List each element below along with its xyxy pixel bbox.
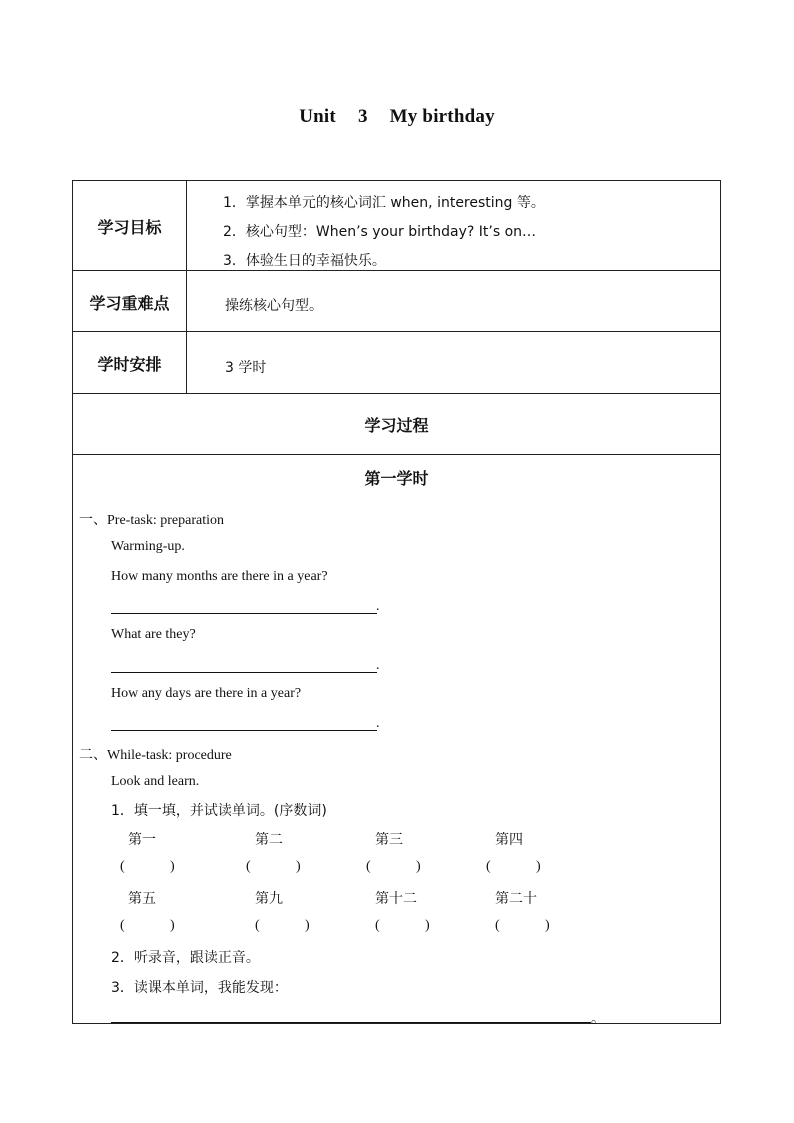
ordinal-word: 第三 [375,832,403,848]
ordinal-answer-slot[interactable] [497,876,535,877]
paren-close: ) [425,918,430,933]
ordinal-answer-slot[interactable] [377,876,415,877]
objective-item: 3．体验生日的幸福快乐。 [223,253,386,269]
blank-end: . [376,599,380,614]
ordinal-answer-slot[interactable] [266,935,304,936]
row-divider [73,270,720,271]
lesson-table [72,180,721,1027]
process-heading: 学习过程 [364,416,429,435]
objective-item: 2．核心句型：When’s your birthday? It’s on… [223,224,537,240]
key-points-label: 学习重难点 [89,294,170,313]
discovery-blank[interactable] [111,1022,591,1023]
paren-close: ) [296,859,301,874]
answer-blank[interactable] [111,730,377,731]
ordinal-answer-slot[interactable] [386,935,424,936]
ordinal-word: 第九 [255,891,283,907]
column-divider [186,181,187,393]
title-number: 3 [357,106,368,127]
paren-close: ) [170,859,175,874]
paren-open: ( [120,918,125,933]
paren-open: ( [255,918,260,933]
paren-open: ( [375,918,380,933]
question-months: How many months are there in a year? [111,569,328,584]
page-title [0,106,794,128]
paren-close: ) [416,859,421,874]
title-unit: Unit [299,106,336,127]
ordinal-word: 第四 [495,832,523,848]
row-divider [73,454,720,455]
paren-close: ) [170,918,175,933]
paren-close: ) [536,859,541,874]
paren-open: ( [366,859,371,874]
ordinal-word: 第五 [128,891,156,907]
question-days: How any days are there in a year? [111,686,302,701]
warming-up: Warming-up. [111,539,185,554]
ordinal-answer-slot[interactable] [506,935,544,936]
ordinal-word: 第十二 [375,891,417,907]
answer-blank[interactable] [111,672,377,673]
row-divider [73,393,720,394]
ordinal-word: 第一 [128,832,156,848]
lesson-heading: 第一学时 [364,469,429,488]
ordinal-answer-slot[interactable] [131,876,169,877]
row-divider [73,331,720,332]
paren-open: ( [495,918,500,933]
schedule-label: 学时安排 [97,355,162,374]
step-3: 3．读课本单词，我能发现： [111,980,288,996]
blank-end: . [376,716,380,731]
blank-end: . [376,658,380,673]
paren-open: ( [486,859,491,874]
step-1: 1．填一填，并试读单词。(序数词) [111,803,327,819]
objectives-label: 学习目标 [97,218,162,237]
key-points-text: 操练核心句型。 [225,298,323,314]
schedule-text: 3 学时 [225,360,267,376]
paren-open: ( [120,859,125,874]
while-task-heading: 二、While-task: procedure [79,748,232,763]
pre-task-heading: 一、Pre-task: preparation [79,513,225,528]
look-and-learn: Look and learn. [111,774,200,789]
ordinal-answer-slot[interactable] [131,935,169,936]
ordinal-word: 第二十 [495,891,537,907]
question-what: What are they? [111,627,196,642]
step-2: 2．听录音，跟读正音。 [111,950,260,966]
objective-item: 1．掌握本单元的核心词汇 when, interesting 等。 [223,195,545,211]
ordinal-word: 第二 [255,832,283,848]
ordinal-answer-slot[interactable] [257,876,295,877]
title-name: My birthday [389,106,495,127]
paren-close: ) [305,918,310,933]
answer-blank[interactable] [111,613,377,614]
paren-close: ) [545,918,550,933]
paren-open: ( [246,859,251,874]
final-end: 。 [591,1011,605,1027]
